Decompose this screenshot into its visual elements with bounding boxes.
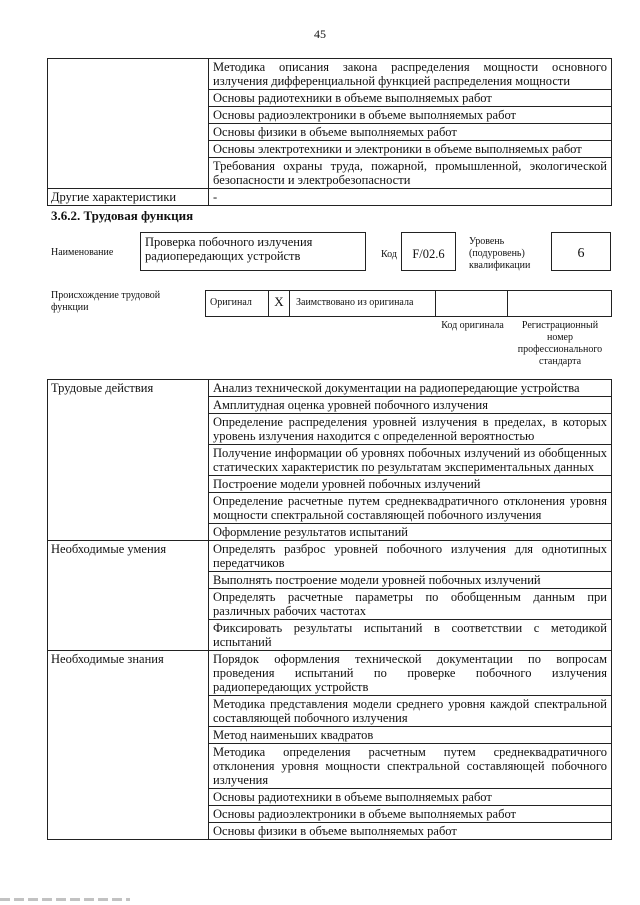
knowledge-item: Основы радиотехники в объеме выполняемых работ	[209, 90, 612, 107]
origin-reg-caption: Регистрационный номер профессионального стандарта	[517, 320, 603, 367]
knowledge-item: Основы физики в объеме выполняемых работ	[209, 823, 612, 840]
action-item: Построение модели уровней побочных излучений	[209, 476, 612, 493]
knowledge-item: Основы радиоэлектроники в объеме выполняемых работ	[209, 806, 612, 823]
skill-item: Выполнять построение модели уровней побочных излучений	[209, 572, 612, 589]
origin-code-caption: Код оригинала	[441, 320, 504, 331]
knowledge-item: Порядок оформления технической документации по вопросам проведения испытаний по проверке побочного излучения радиопередающих устройств	[209, 651, 612, 696]
knowledge-item: Основы электротехники и электроники в объеме выполняемых работ	[209, 141, 612, 158]
other-characteristics-label: Другие характеристики	[48, 189, 209, 206]
section-label-knowledge: Необходимые знания	[48, 651, 209, 840]
knowledge-item: Основы радиотехники в объеме выполняемых работ	[209, 789, 612, 806]
section-title: 3.6.2. Трудовая функция	[51, 208, 194, 223]
level-label: Уровень (подуровень) квалификации	[469, 236, 531, 271]
origin-code-cell	[435, 290, 508, 317]
skill-item: Определять расчетные параметры по обобщенным данным при различных рабочих частотах	[209, 589, 612, 620]
page-number: 45	[314, 27, 326, 41]
skill-item: Определять разброс уровней побочного излучения для однотипных передатчиков	[209, 541, 612, 572]
code-label: Код	[381, 249, 397, 260]
knowledge-item: Методика представления модели среднего уровня каждой спектральной составляющей побочного излучения	[209, 696, 612, 727]
knowledge-item: Метод наименьших квадратов	[209, 727, 612, 744]
code-value-box: F/02.6	[401, 232, 456, 271]
origin-label: Происхождение трудовой функции	[51, 290, 161, 313]
knowledge-item: Требования охраны труда, пожарной, промышленной, экологической безопасности и электробезопасности	[209, 158, 612, 189]
level-value-box: 6	[551, 232, 611, 271]
knowledge-item: Основы физики в объеме выполняемых работ	[209, 124, 612, 141]
action-item: Получение информации об уровнях побочных излучений из обобщенных статических характеристик по результатам экспериментальных данных	[209, 445, 612, 476]
continued-label-cell	[48, 59, 209, 189]
scan-footer-mark	[0, 898, 130, 901]
action-item: Амплитудная оценка уровней побочного излучения	[209, 397, 612, 414]
action-item: Определение распределения уровней излучения в пределах, в которых уровень излучения находится с определенной вероятностью	[209, 414, 612, 445]
action-item: Определение расчетные путем среднеквадратичного отклонения уровня мощности спектральной составляющей побочного излучения	[209, 493, 612, 524]
section-label-skills: Необходимые умения	[48, 541, 209, 651]
section-label-actions: Трудовые действия	[48, 380, 209, 541]
action-item: Оформление результатов испытаний	[209, 524, 612, 541]
knowledge-item: Основы радиоэлектроники в объеме выполняемых работ	[209, 107, 612, 124]
knowledge-item: Методика определения расчетным путем среднеквадратичного отклонения уровня мощности спектральной составляющей побочного излучения	[209, 744, 612, 789]
top-knowledge-table	[47, 58, 612, 206]
skill-item: Фиксировать результаты испытаний в соответствии с методикой испытаний	[209, 620, 612, 651]
origin-original-label: Оригинал	[210, 297, 252, 308]
knowledge-item: Методика описания закона распределения мощности основного излучения дифференциальной функцией распределения мощности	[209, 59, 612, 90]
other-characteristics-value: -	[209, 189, 612, 206]
name-label: Наименование	[51, 247, 114, 258]
main-function-table	[47, 379, 612, 840]
origin-borrowed-label: Заимствовано из оригинала	[296, 297, 414, 308]
origin-mark: X	[268, 290, 290, 317]
action-item: Анализ технической документации на радиопередающие устройства	[209, 380, 612, 397]
function-name-box: Проверка побочного излучения радиопередающих устройств	[140, 232, 366, 271]
